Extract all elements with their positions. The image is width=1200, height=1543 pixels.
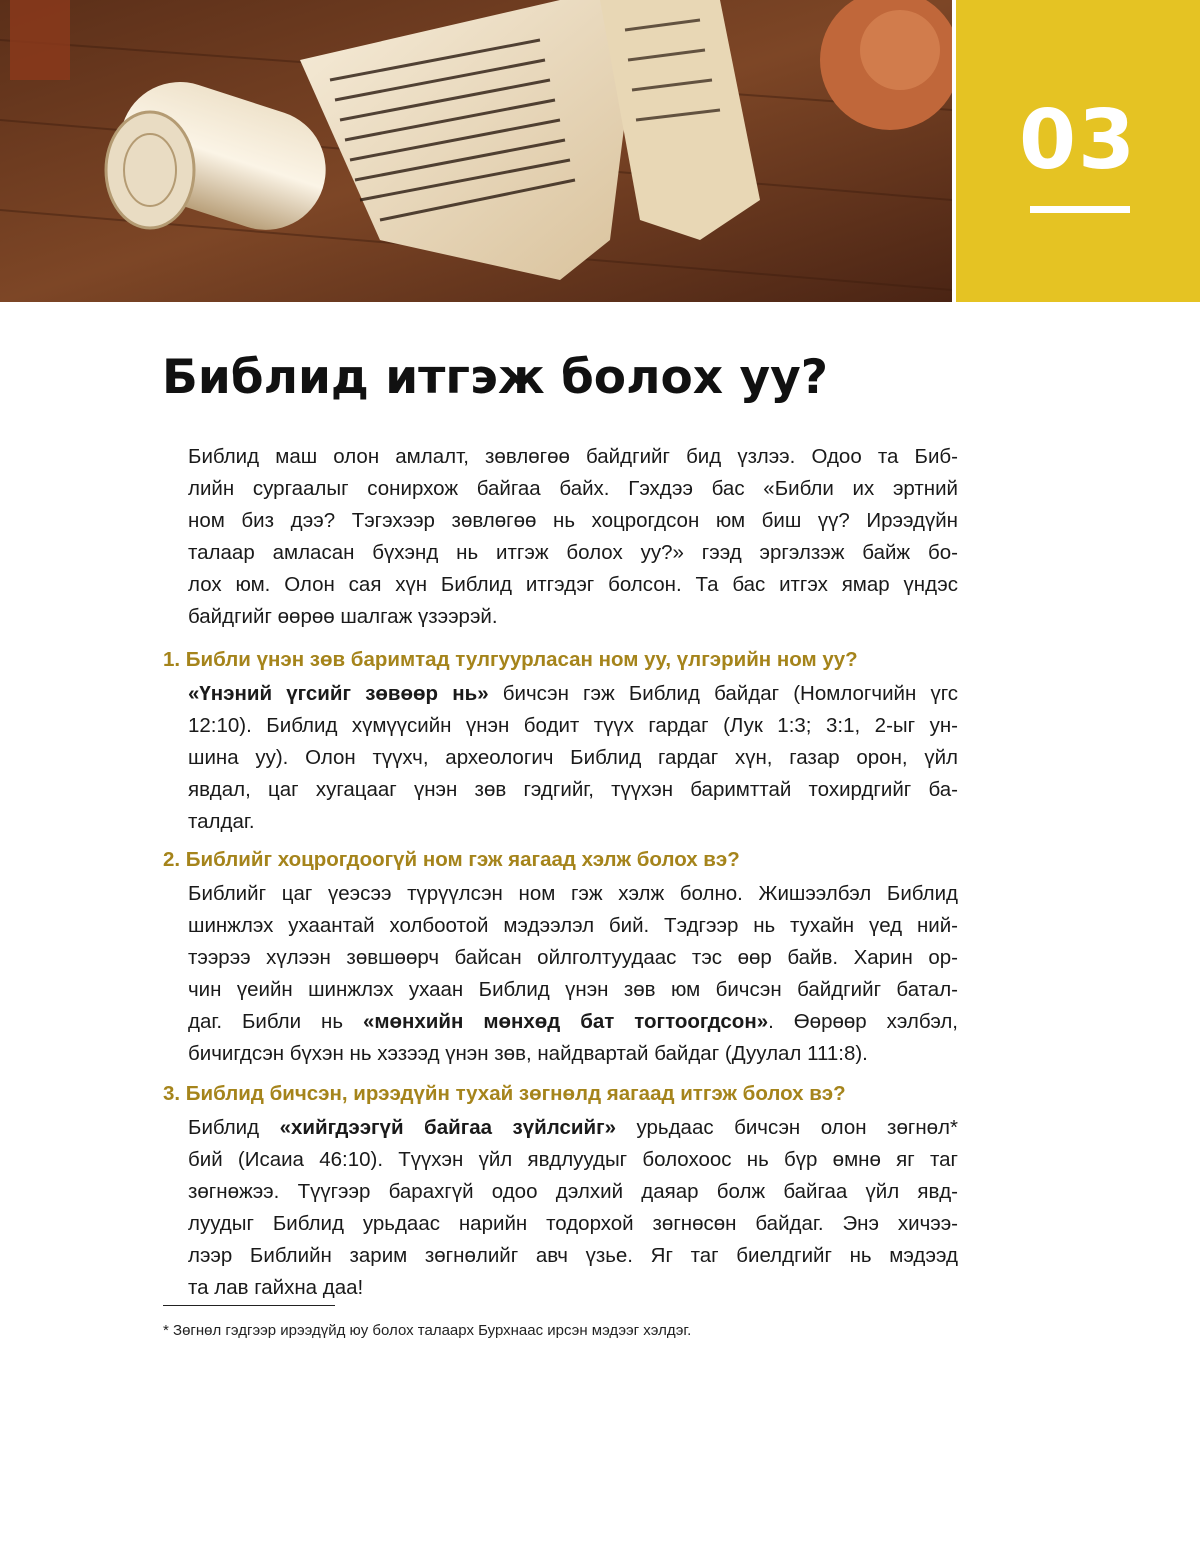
answer-line: шинжлэх ухаантай холбоотой мэдээлэл бий. Тэдгээр нь тухайн үед ний- [188, 914, 958, 937]
answer-line [188, 1112, 958, 1144]
answer-line: тээрээ хүлээн зөвшөөрч байсан ойлголтуудаас тэс өөр байв. Харин ор- [188, 946, 958, 969]
answer-line: зөгнөжээ. Түүгээр барахгүй одоо дэлхий даяар болж байгаа үйл явд- [188, 1180, 958, 1203]
answer-2-paragraph [188, 878, 958, 1070]
answer-line: та лав гайхна даа! [188, 1276, 364, 1299]
answer-line [188, 678, 958, 710]
chapter-badge [956, 0, 1200, 302]
answer-line: бий (Исаиа 46:10). Түүхэн үйл явдлуудыг болохоос нь бүр өмнө яг таг [188, 1148, 958, 1171]
question-1-heading: 1. Библи үнэн зөв баримтад тулгуурласан ном уу, үлгэрийн ном уу? [163, 648, 858, 671]
answer-line: явдал, цаг хугацааг үнэн зөв гэдгийг, түүхэн баримттай тохирдгийг ба- [188, 778, 958, 801]
chapter-underline [1030, 206, 1130, 213]
intro-line: лийн сургаалыг сонирхож байгаа байх. Гэхдээ бас «Библи их эртний [188, 477, 958, 500]
intro-paragraph [188, 441, 958, 633]
intro-line: Библид маш олон амлалт, зөвлөгөө байдгийг бид үзлээ. Одоо та Биб- [188, 445, 958, 468]
intro-line: талаар амласан бүхэнд нь итгэж болох уу?» гээд эргэлзэж байж бо- [188, 541, 958, 564]
scripture-quote: «Үнэний үгсийг зөвөөр нь» [188, 682, 489, 705]
intro-line: лох юм. Олон сая хүн Библид итгэдэг болсон. Та бас итгэх ямар үндэс [188, 573, 958, 596]
answer-text: . Өөрөөр хэлбэл, [768, 1010, 958, 1033]
answer-line: Библийг цаг үеэсээ түрүүлсэн ном гэж хэлж болно. Жишээлбэл Библид [188, 882, 958, 905]
answer-line: талдаг. [188, 810, 255, 833]
footnote-divider [163, 1305, 335, 1306]
answer-text: Библид [188, 1116, 280, 1139]
scroll-illustration [0, 0, 952, 302]
answer-line: шина уу). Олон түүхч, археологич Библид гардаг хүн, газар орон, үйл [188, 746, 958, 769]
answer-1-paragraph [188, 678, 958, 838]
answer-line: 12:10). Библид хүмүүсийн үнэн бодит түүх гардаг (Лук 1:3; 3:1, 2-ыг ун- [188, 714, 958, 737]
answer-line [188, 1006, 958, 1038]
intro-line: ном биз дээ? Тэгэхээр зөвлөгөө нь хоцрогдсон юм биш үү? Ирээдүйн [188, 509, 958, 532]
scripture-quote: «хийгдээгүй байгаа зүйлсийг» [279, 1116, 617, 1139]
answer-line: луудыг Библид урьдаас нарийн тодорхой зөгнөсөн байдаг. Энэ хичээ- [188, 1212, 958, 1235]
answer-text: даг. Библи нь [188, 1010, 363, 1033]
scripture-quote: «мөнхийн мөнхөд бат тогтоогдсон» [362, 1010, 769, 1033]
header-photo [0, 0, 952, 302]
page-title: Библид итгэж болох уу? [162, 350, 829, 405]
footnote: * Зөгнөл гэдгээр ирээдүйд юу болох талаарх Бурхнаас ирсэн мэдээг хэлдэг. [163, 1322, 692, 1339]
answer-line: лээр Библийн зарим зөгнөлийг авч үзье. Яг таг биелдгийг нь мэдээд [188, 1244, 958, 1267]
answer-text: бичсэн гэж Библид байдаг (Номлогчийн үгс [488, 682, 958, 705]
question-2-heading: 2. Библийг хоцрогдоогүй ном гэж яагаад хэлж болох вэ? [163, 848, 740, 871]
answer-text: урьдаас бичсэн олон зөгнөл* [616, 1116, 958, 1139]
answer-3-paragraph [188, 1112, 958, 1304]
answer-line: чин үеийн шинжлэх ухаан Библид үнэн зөв юм бичсэн байдгийг батал- [188, 978, 958, 1001]
question-3-heading: 3. Библид бичсэн, ирээдүйн тухай зөгнөлд яагаад итгэж болох вэ? [163, 1082, 846, 1105]
intro-line: байдгийг өөрөө шалгаж үзээрэй. [188, 605, 498, 628]
chapter-number: 03 [1018, 93, 1138, 188]
answer-line: бичигдсэн бүхэн нь хэзээд үнэн зөв, найдвартай байдаг (Дуулал 111:8). [188, 1042, 868, 1065]
